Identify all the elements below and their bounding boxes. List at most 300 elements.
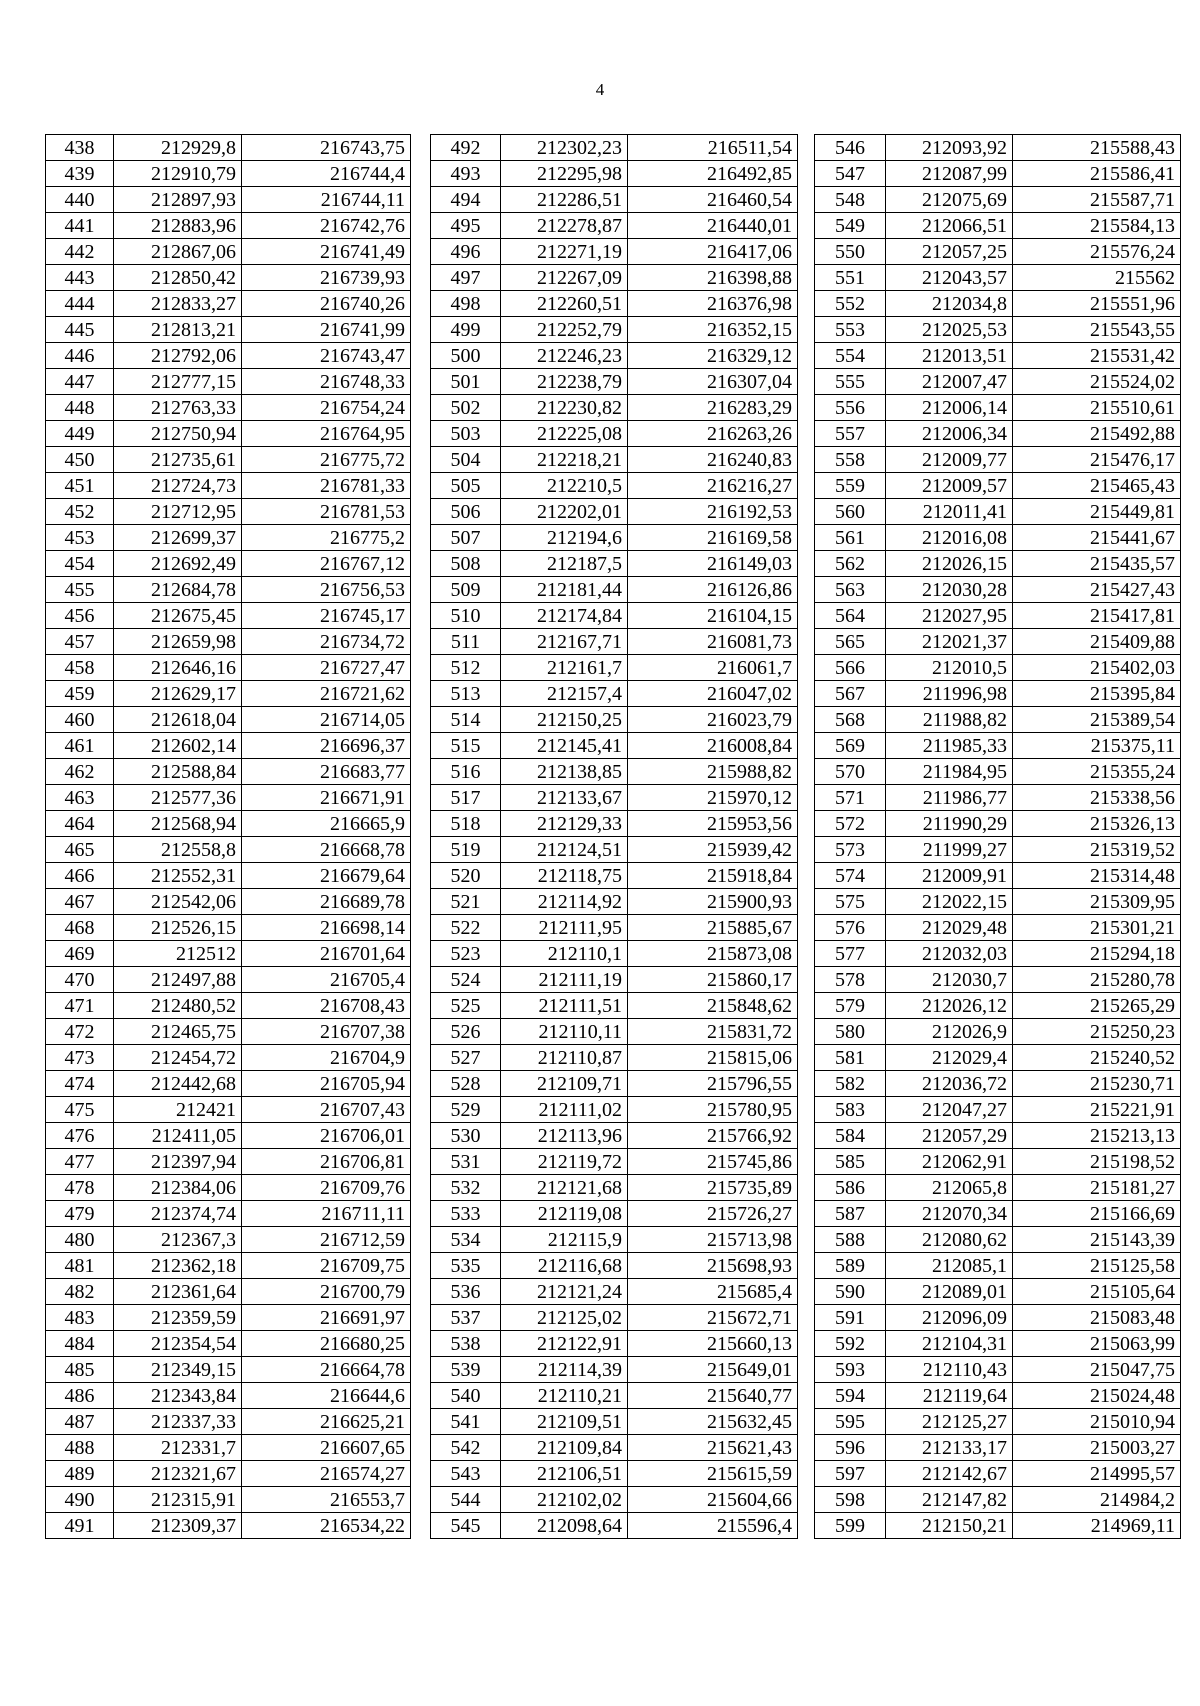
table-row	[46, 1279, 411, 1305]
table-row	[431, 161, 798, 187]
page-number: 4	[595, 80, 605, 99]
table-row	[46, 1409, 411, 1435]
x-coordinate-cell: 212034,8	[886, 291, 1013, 317]
table-row	[815, 889, 1181, 915]
table-row	[46, 1435, 411, 1461]
table-row	[46, 707, 411, 733]
point-number-cell: 541	[431, 1409, 501, 1435]
y-coordinate-cell: 215230,71	[1013, 1071, 1181, 1097]
y-coordinate-cell: 216192,53	[628, 499, 798, 525]
table-row	[46, 941, 411, 967]
table-row	[431, 889, 798, 915]
x-coordinate-cell: 211990,29	[886, 811, 1013, 837]
point-number-cell: 546	[815, 135, 886, 161]
x-coordinate-cell: 212218,21	[501, 447, 628, 473]
point-number-cell: 553	[815, 317, 886, 343]
y-coordinate-cell: 215301,21	[1013, 915, 1181, 941]
y-coordinate-cell: 216104,15	[628, 603, 798, 629]
point-number-cell: 503	[431, 421, 501, 447]
table-row	[815, 1201, 1181, 1227]
x-coordinate-cell: 212792,06	[114, 343, 242, 369]
point-number-cell: 507	[431, 525, 501, 551]
x-coordinate-cell: 212252,79	[501, 317, 628, 343]
x-coordinate-cell: 212238,79	[501, 369, 628, 395]
x-coordinate-cell: 212321,67	[114, 1461, 242, 1487]
y-coordinate-cell: 216698,14	[242, 915, 411, 941]
x-coordinate-cell: 212684,78	[114, 577, 242, 603]
x-coordinate-cell: 212110,43	[886, 1357, 1013, 1383]
point-number-cell: 557	[815, 421, 886, 447]
table-row	[815, 941, 1181, 967]
y-coordinate-cell: 215685,4	[628, 1279, 798, 1305]
table-row	[46, 447, 411, 473]
point-number-cell: 589	[815, 1253, 886, 1279]
x-coordinate-cell: 212029,48	[886, 915, 1013, 941]
y-coordinate-cell: 215939,42	[628, 837, 798, 863]
point-number-cell: 564	[815, 603, 886, 629]
point-number-cell: 447	[46, 369, 114, 395]
x-coordinate-cell: 212062,91	[886, 1149, 1013, 1175]
point-number-cell: 531	[431, 1149, 501, 1175]
table-row	[46, 837, 411, 863]
y-coordinate-cell: 215143,39	[1013, 1227, 1181, 1253]
point-number-cell: 563	[815, 577, 886, 603]
x-coordinate-cell: 212133,67	[501, 785, 628, 811]
table-row	[815, 1383, 1181, 1409]
y-coordinate-cell: 216705,94	[242, 1071, 411, 1097]
point-number-cell: 468	[46, 915, 114, 941]
x-coordinate-cell: 212260,51	[501, 291, 628, 317]
table-row	[46, 1383, 411, 1409]
table-row	[431, 915, 798, 941]
y-coordinate-cell: 216781,53	[242, 499, 411, 525]
point-number-cell: 588	[815, 1227, 886, 1253]
table-row	[46, 265, 411, 291]
table-row	[46, 213, 411, 239]
table-row	[815, 265, 1181, 291]
table-row	[46, 681, 411, 707]
table-row	[431, 655, 798, 681]
point-number-cell: 478	[46, 1175, 114, 1201]
x-coordinate-cell: 212897,93	[114, 187, 242, 213]
y-coordinate-cell: 216352,15	[628, 317, 798, 343]
x-coordinate-cell: 212070,34	[886, 1201, 1013, 1227]
y-coordinate-cell: 216743,75	[242, 135, 411, 161]
table-row	[431, 1253, 798, 1279]
point-number-cell: 458	[46, 655, 114, 681]
x-coordinate-cell: 212102,02	[501, 1487, 628, 1513]
y-coordinate-cell: 216748,33	[242, 369, 411, 395]
x-coordinate-cell: 212066,51	[886, 213, 1013, 239]
point-number-cell: 453	[46, 525, 114, 551]
point-number-cell: 494	[431, 187, 501, 213]
point-number-cell: 515	[431, 733, 501, 759]
x-coordinate-cell: 212867,06	[114, 239, 242, 265]
y-coordinate-cell: 216712,59	[242, 1227, 411, 1253]
y-coordinate-cell: 216664,78	[242, 1357, 411, 1383]
table-row	[815, 317, 1181, 343]
table-row	[431, 863, 798, 889]
y-coordinate-cell: 215586,41	[1013, 161, 1181, 187]
y-coordinate-cell: 214995,57	[1013, 1461, 1181, 1487]
y-coordinate-cell: 215649,01	[628, 1357, 798, 1383]
point-number-cell: 518	[431, 811, 501, 837]
table-row	[46, 161, 411, 187]
y-coordinate-cell: 216764,95	[242, 421, 411, 447]
x-coordinate-cell: 212109,51	[501, 1409, 628, 1435]
y-coordinate-cell: 216740,26	[242, 291, 411, 317]
point-number-cell: 592	[815, 1331, 886, 1357]
point-number-cell: 547	[815, 161, 886, 187]
x-coordinate-cell: 212125,27	[886, 1409, 1013, 1435]
table-row	[46, 915, 411, 941]
x-coordinate-cell: 212150,25	[501, 707, 628, 733]
table-row	[46, 655, 411, 681]
y-coordinate-cell: 216739,93	[242, 265, 411, 291]
y-coordinate-cell: 215314,48	[1013, 863, 1181, 889]
x-coordinate-cell: 212602,14	[114, 733, 242, 759]
x-coordinate-cell: 212397,94	[114, 1149, 242, 1175]
y-coordinate-cell: 216668,78	[242, 837, 411, 863]
x-coordinate-cell: 212833,27	[114, 291, 242, 317]
x-coordinate-cell: 212006,34	[886, 421, 1013, 447]
point-number-cell: 476	[46, 1123, 114, 1149]
x-coordinate-cell: 212104,31	[886, 1331, 1013, 1357]
y-coordinate-cell: 216707,38	[242, 1019, 411, 1045]
y-coordinate-cell: 216440,01	[628, 213, 798, 239]
point-number-cell: 554	[815, 343, 886, 369]
x-coordinate-cell: 212119,64	[886, 1383, 1013, 1409]
table-row	[815, 135, 1181, 161]
table-row	[815, 993, 1181, 1019]
table-row	[46, 733, 411, 759]
x-coordinate-cell: 212129,33	[501, 811, 628, 837]
x-coordinate-cell: 211999,27	[886, 837, 1013, 863]
point-number-cell: 491	[46, 1513, 114, 1539]
point-number-cell: 570	[815, 759, 886, 785]
point-number-cell: 598	[815, 1487, 886, 1513]
x-coordinate-cell: 212047,27	[886, 1097, 1013, 1123]
y-coordinate-cell: 214984,2	[1013, 1487, 1181, 1513]
table-row	[431, 187, 798, 213]
x-coordinate-cell: 212675,45	[114, 603, 242, 629]
y-coordinate-cell: 216047,02	[628, 681, 798, 707]
y-coordinate-cell: 216741,99	[242, 317, 411, 343]
table-row	[815, 603, 1181, 629]
x-coordinate-cell: 212230,82	[501, 395, 628, 421]
table-row	[815, 1357, 1181, 1383]
y-coordinate-cell: 216734,72	[242, 629, 411, 655]
x-coordinate-cell: 212512	[114, 941, 242, 967]
point-number-cell: 561	[815, 525, 886, 551]
table-row	[815, 915, 1181, 941]
x-coordinate-cell: 212026,15	[886, 551, 1013, 577]
table-row	[431, 447, 798, 473]
y-coordinate-cell: 215562	[1013, 265, 1181, 291]
table-row	[431, 291, 798, 317]
y-coordinate-cell: 215988,82	[628, 759, 798, 785]
x-coordinate-cell: 212010,5	[886, 655, 1013, 681]
table-row	[431, 941, 798, 967]
table-row	[815, 213, 1181, 239]
point-number-cell: 456	[46, 603, 114, 629]
table-row	[431, 317, 798, 343]
table-row	[431, 525, 798, 551]
point-number-cell: 484	[46, 1331, 114, 1357]
point-number-cell: 482	[46, 1279, 114, 1305]
y-coordinate-cell: 215338,56	[1013, 785, 1181, 811]
table-row	[815, 733, 1181, 759]
point-number-cell: 587	[815, 1201, 886, 1227]
y-coordinate-cell: 215672,71	[628, 1305, 798, 1331]
point-number-cell: 580	[815, 1019, 886, 1045]
point-number-cell: 576	[815, 915, 886, 941]
point-number-cell: 486	[46, 1383, 114, 1409]
y-coordinate-cell: 216376,98	[628, 291, 798, 317]
x-coordinate-cell: 212057,25	[886, 239, 1013, 265]
x-coordinate-cell: 212692,49	[114, 551, 242, 577]
y-coordinate-cell: 215198,52	[1013, 1149, 1181, 1175]
table-row	[431, 421, 798, 447]
x-coordinate-cell: 212167,71	[501, 629, 628, 655]
y-coordinate-cell: 216008,84	[628, 733, 798, 759]
table-row	[431, 1305, 798, 1331]
x-coordinate-cell: 212029,4	[886, 1045, 1013, 1071]
point-number-cell: 495	[431, 213, 501, 239]
point-number-cell: 549	[815, 213, 886, 239]
table-row	[815, 629, 1181, 655]
point-number-cell: 452	[46, 499, 114, 525]
table-row	[431, 629, 798, 655]
table-row	[431, 1227, 798, 1253]
point-number-cell: 594	[815, 1383, 886, 1409]
point-number-cell: 462	[46, 759, 114, 785]
table-row	[431, 1409, 798, 1435]
table-row	[46, 1201, 411, 1227]
point-number-cell: 500	[431, 343, 501, 369]
y-coordinate-cell: 216775,72	[242, 447, 411, 473]
y-coordinate-cell: 216023,79	[628, 707, 798, 733]
point-number-cell: 540	[431, 1383, 501, 1409]
y-coordinate-cell: 215417,81	[1013, 603, 1181, 629]
y-coordinate-cell: 216689,78	[242, 889, 411, 915]
table-row	[815, 1149, 1181, 1175]
y-coordinate-cell: 215003,27	[1013, 1435, 1181, 1461]
x-coordinate-cell: 212043,57	[886, 265, 1013, 291]
point-number-cell: 443	[46, 265, 114, 291]
y-coordinate-cell: 215326,13	[1013, 811, 1181, 837]
x-coordinate-cell: 212526,15	[114, 915, 242, 941]
y-coordinate-cell: 215265,29	[1013, 993, 1181, 1019]
x-coordinate-cell: 212187,5	[501, 551, 628, 577]
coordinates-table-1	[45, 134, 411, 1539]
point-number-cell: 595	[815, 1409, 886, 1435]
x-coordinate-cell: 212411,05	[114, 1123, 242, 1149]
x-coordinate-cell: 212302,23	[501, 135, 628, 161]
y-coordinate-cell: 215441,67	[1013, 525, 1181, 551]
y-coordinate-cell: 215166,69	[1013, 1201, 1181, 1227]
x-coordinate-cell: 212542,06	[114, 889, 242, 915]
x-coordinate-cell: 212009,77	[886, 447, 1013, 473]
y-coordinate-cell: 216756,53	[242, 577, 411, 603]
x-coordinate-cell: 212181,44	[501, 577, 628, 603]
y-coordinate-cell: 215621,43	[628, 1435, 798, 1461]
table-row	[431, 1071, 798, 1097]
table-row	[815, 1097, 1181, 1123]
y-coordinate-cell: 216706,81	[242, 1149, 411, 1175]
y-coordinate-cell: 215640,77	[628, 1383, 798, 1409]
point-number-cell: 593	[815, 1357, 886, 1383]
y-coordinate-cell: 215815,06	[628, 1045, 798, 1071]
point-number-cell: 556	[815, 395, 886, 421]
table-row	[815, 1487, 1181, 1513]
table-row	[431, 499, 798, 525]
point-number-cell: 479	[46, 1201, 114, 1227]
table-row	[46, 551, 411, 577]
y-coordinate-cell: 215375,11	[1013, 733, 1181, 759]
table-row	[46, 811, 411, 837]
point-number-cell: 457	[46, 629, 114, 655]
table-row	[815, 1227, 1181, 1253]
y-coordinate-cell: 215395,84	[1013, 681, 1181, 707]
table-row	[815, 447, 1181, 473]
point-number-cell: 454	[46, 551, 114, 577]
table-row	[431, 395, 798, 421]
table-row	[46, 577, 411, 603]
point-number-cell: 572	[815, 811, 886, 837]
y-coordinate-cell: 215885,67	[628, 915, 798, 941]
y-coordinate-cell: 215083,48	[1013, 1305, 1181, 1331]
point-number-cell: 525	[431, 993, 501, 1019]
point-number-cell: 530	[431, 1123, 501, 1149]
y-coordinate-cell: 216708,43	[242, 993, 411, 1019]
y-coordinate-cell: 216707,43	[242, 1097, 411, 1123]
table-row	[46, 1357, 411, 1383]
x-coordinate-cell: 212337,33	[114, 1409, 242, 1435]
x-coordinate-cell: 212119,08	[501, 1201, 628, 1227]
y-coordinate-cell: 215449,81	[1013, 499, 1181, 525]
x-coordinate-cell: 212629,17	[114, 681, 242, 707]
x-coordinate-cell: 212354,54	[114, 1331, 242, 1357]
point-number-cell: 545	[431, 1513, 501, 1539]
y-coordinate-cell: 215831,72	[628, 1019, 798, 1045]
table-row	[431, 1435, 798, 1461]
table-row	[46, 1045, 411, 1071]
table-row	[431, 135, 798, 161]
point-number-cell: 509	[431, 577, 501, 603]
table-row	[815, 291, 1181, 317]
y-coordinate-cell: 216644,6	[242, 1383, 411, 1409]
x-coordinate-cell: 212777,15	[114, 369, 242, 395]
table-row	[431, 1331, 798, 1357]
table-row	[46, 759, 411, 785]
table-row	[46, 1305, 411, 1331]
table-row	[46, 343, 411, 369]
table-row	[46, 1123, 411, 1149]
point-number-cell: 438	[46, 135, 114, 161]
table-row	[46, 1097, 411, 1123]
y-coordinate-cell: 215427,43	[1013, 577, 1181, 603]
y-coordinate-cell: 215280,78	[1013, 967, 1181, 993]
table-row	[815, 1019, 1181, 1045]
x-coordinate-cell: 212735,61	[114, 447, 242, 473]
table-row	[46, 1071, 411, 1097]
table-row	[815, 421, 1181, 447]
y-coordinate-cell: 214969,11	[1013, 1513, 1181, 1539]
y-coordinate-cell: 216240,83	[628, 447, 798, 473]
y-coordinate-cell: 215402,03	[1013, 655, 1181, 681]
y-coordinate-cell: 215435,57	[1013, 551, 1181, 577]
point-number-cell: 582	[815, 1071, 886, 1097]
x-coordinate-cell: 212374,74	[114, 1201, 242, 1227]
point-number-cell: 560	[815, 499, 886, 525]
x-coordinate-cell: 212315,91	[114, 1487, 242, 1513]
x-coordinate-cell: 212750,94	[114, 421, 242, 447]
point-number-cell: 559	[815, 473, 886, 499]
point-number-cell: 535	[431, 1253, 501, 1279]
y-coordinate-cell: 215745,86	[628, 1149, 798, 1175]
y-coordinate-cell: 215476,17	[1013, 447, 1181, 473]
point-number-cell: 536	[431, 1279, 501, 1305]
y-coordinate-cell: 215860,17	[628, 967, 798, 993]
x-coordinate-cell: 212558,8	[114, 837, 242, 863]
point-number-cell: 471	[46, 993, 114, 1019]
table-row	[815, 161, 1181, 187]
y-coordinate-cell: 216714,05	[242, 707, 411, 733]
table-row	[46, 785, 411, 811]
table-row	[815, 837, 1181, 863]
table-row	[46, 889, 411, 915]
table-row	[431, 759, 798, 785]
point-number-cell: 537	[431, 1305, 501, 1331]
point-number-cell: 555	[815, 369, 886, 395]
y-coordinate-cell: 215105,64	[1013, 1279, 1181, 1305]
y-coordinate-cell: 215588,43	[1013, 135, 1181, 161]
x-coordinate-cell: 211986,77	[886, 785, 1013, 811]
y-coordinate-cell: 216329,12	[628, 343, 798, 369]
point-number-cell: 450	[46, 447, 114, 473]
point-number-cell: 475	[46, 1097, 114, 1123]
point-number-cell: 449	[46, 421, 114, 447]
y-coordinate-cell: 215900,93	[628, 889, 798, 915]
point-number-cell: 562	[815, 551, 886, 577]
y-coordinate-cell: 215726,27	[628, 1201, 798, 1227]
point-number-cell: 597	[815, 1461, 886, 1487]
table-row	[46, 1149, 411, 1175]
table-row	[46, 1461, 411, 1487]
x-coordinate-cell: 212025,53	[886, 317, 1013, 343]
table-row	[46, 1331, 411, 1357]
y-coordinate-cell: 216574,27	[242, 1461, 411, 1487]
y-coordinate-cell: 215309,95	[1013, 889, 1181, 915]
y-coordinate-cell: 216745,17	[242, 603, 411, 629]
point-number-cell: 455	[46, 577, 114, 603]
point-number-cell: 466	[46, 863, 114, 889]
point-number-cell: 552	[815, 291, 886, 317]
x-coordinate-cell: 212929,8	[114, 135, 242, 161]
x-coordinate-cell: 212007,47	[886, 369, 1013, 395]
table-row	[431, 993, 798, 1019]
point-number-cell: 492	[431, 135, 501, 161]
table-row	[815, 1305, 1181, 1331]
point-number-cell: 591	[815, 1305, 886, 1331]
y-coordinate-cell: 215125,58	[1013, 1253, 1181, 1279]
point-number-cell: 488	[46, 1435, 114, 1461]
x-coordinate-cell: 212271,19	[501, 239, 628, 265]
x-coordinate-cell: 212362,18	[114, 1253, 242, 1279]
y-coordinate-cell: 215294,18	[1013, 941, 1181, 967]
x-coordinate-cell: 212442,68	[114, 1071, 242, 1097]
